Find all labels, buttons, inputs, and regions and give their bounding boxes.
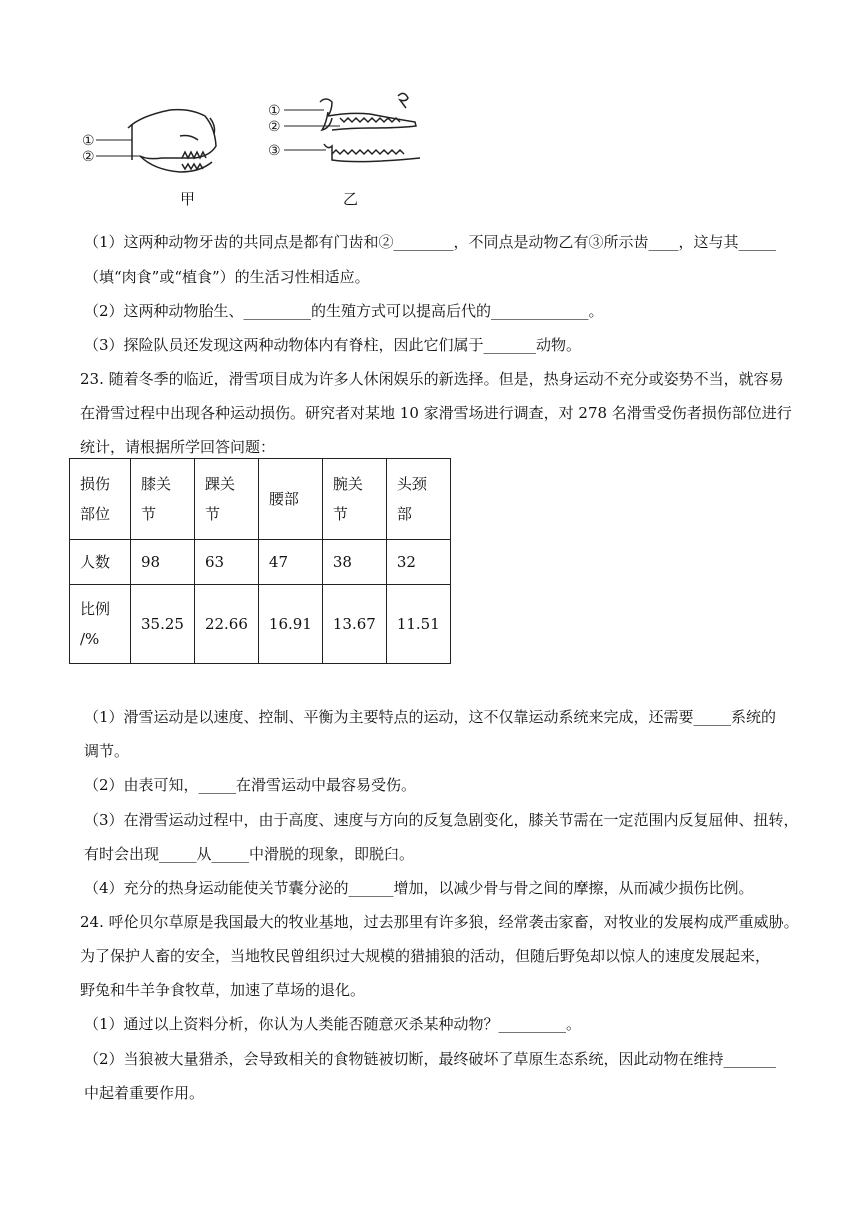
q22-sub3: （3）探险队员还发现这两种动物体内有脊柱，因此它们属于_______动物。 — [84, 336, 582, 354]
skull-drawings — [70, 88, 450, 212]
table-cell: 人数 — [70, 540, 131, 585]
table-cell: 11.51 — [386, 585, 450, 664]
table-cell: 腕关 节 — [322, 459, 386, 540]
q24-stem-line1: 24. 呼伦贝尔草原是我国最大的牧业基地，过去那里有许多狼，经常袭击家畜，对牧业的发展构成严重威胁。 — [80, 913, 799, 931]
q24-sub1: （1）通过以上资料分析，你认为人类能否随意灭杀某种动物？_________。 — [84, 1015, 582, 1033]
skull-jia-pointers — [96, 140, 140, 156]
jia-marker-2: ② — [82, 149, 95, 165]
table-row — [70, 585, 451, 664]
q23-stem-line2: 在滑雪过程中出现各种运动损伤。研究者对某地 10 家滑雪场进行调查，对 278 名滑雪受伤者损伤部位进行 — [80, 404, 792, 422]
table-cell: 损伤 部位 — [70, 459, 131, 540]
q23-stem-line1: 23. 随着冬季的临近，滑雪项目成为许多人休闲娱乐的新选择。但是，热身运动不充分或姿势不当，就容易 — [80, 370, 784, 388]
q22-sub1-line2: （填“肉食”或“植食”）的生活习性相适应。 — [84, 268, 370, 286]
figure-label-yi: 乙 — [343, 190, 359, 208]
q22-sub1-line1: （1）这两种动物牙齿的共同点是都有门齿和②________，不同点是动物乙有③所示齿____，这与其_____ — [84, 233, 777, 251]
q23-sub1-line1: （1）滑雪运动是以速度、控制、平衡为主要特点的运动，这不仅靠运动系统来完成，还需要_____系统的 — [84, 708, 777, 726]
figure-label-jia: 甲 — [180, 190, 196, 208]
q24-stem-line2: 为了保护人畜的安全，当地牧民曾组织过大规模的猎捕狼的活动，但随后野兔却以惊人的速度发展起来， — [80, 947, 771, 965]
table-cell: 38 — [322, 540, 386, 585]
skull-jia-drawing — [128, 110, 216, 172]
skull-yi-drawing — [320, 93, 420, 161]
q24-stem-line3: 野兔和牛羊争食牧草，加速了草场的退化。 — [80, 981, 366, 999]
table-cell: 膝关 节 — [131, 459, 195, 540]
table-cell: 98 — [131, 540, 195, 585]
yi-marker-3: ③ — [268, 143, 281, 159]
yi-marker-2: ② — [268, 119, 281, 135]
yi-marker-1: ① — [268, 103, 281, 119]
table-cell: 头颈 部 — [386, 459, 450, 540]
q24-sub2-line2: 中起着重要作用。 — [84, 1084, 205, 1102]
q23-stem-line3: 统计，请根据所学回答问题： — [80, 438, 276, 456]
q23-sub4: （4）充分的热身运动能使关节囊分泌的______增加，以减少骨与骨之间的摩擦，从而减少损伤比例。 — [84, 879, 754, 897]
table-row — [70, 540, 451, 585]
table-cell: 13.67 — [322, 585, 386, 664]
q23-sub2: （2）由表可知，_____在滑雪运动中最容易受伤。 — [84, 776, 417, 794]
table-cell: 22.66 — [194, 585, 258, 664]
q23-sub3-line2: 有时会出现_____从_____中滑脱的现象，即脱臼。 — [84, 845, 415, 863]
q23-sub3-line1: （3）在滑雪运动过程中，由于高度、速度与方向的反复急剧变化，膝关节需在一定范围内反复屈伸、扭转， — [84, 811, 799, 829]
teeth-figure — [70, 88, 450, 212]
table-header-row — [70, 459, 451, 540]
table-cell: 32 — [386, 540, 450, 585]
table-cell: 63 — [194, 540, 258, 585]
table-cell: 比例 /% — [70, 585, 131, 664]
q22-sub2: （2）这两种动物胎生、_________的生殖方式可以提高后代的_____________。 — [84, 302, 604, 320]
table-cell: 踝关 节 — [194, 459, 258, 540]
q23-sub1-line2: 调节。 — [84, 742, 130, 760]
q24-sub2-line1: （2）当狼被大量猎杀，会导致相关的食物链被切断，最终破坏了草原生态系统，因此动物在维持_______ — [84, 1050, 777, 1068]
table-cell: 16.91 — [258, 585, 322, 664]
table-cell: 47 — [258, 540, 322, 585]
table-cell: 35.25 — [131, 585, 195, 664]
table-cell: 腰部 — [258, 459, 322, 540]
jia-marker-1: ① — [82, 133, 95, 149]
injury-table — [69, 458, 451, 664]
